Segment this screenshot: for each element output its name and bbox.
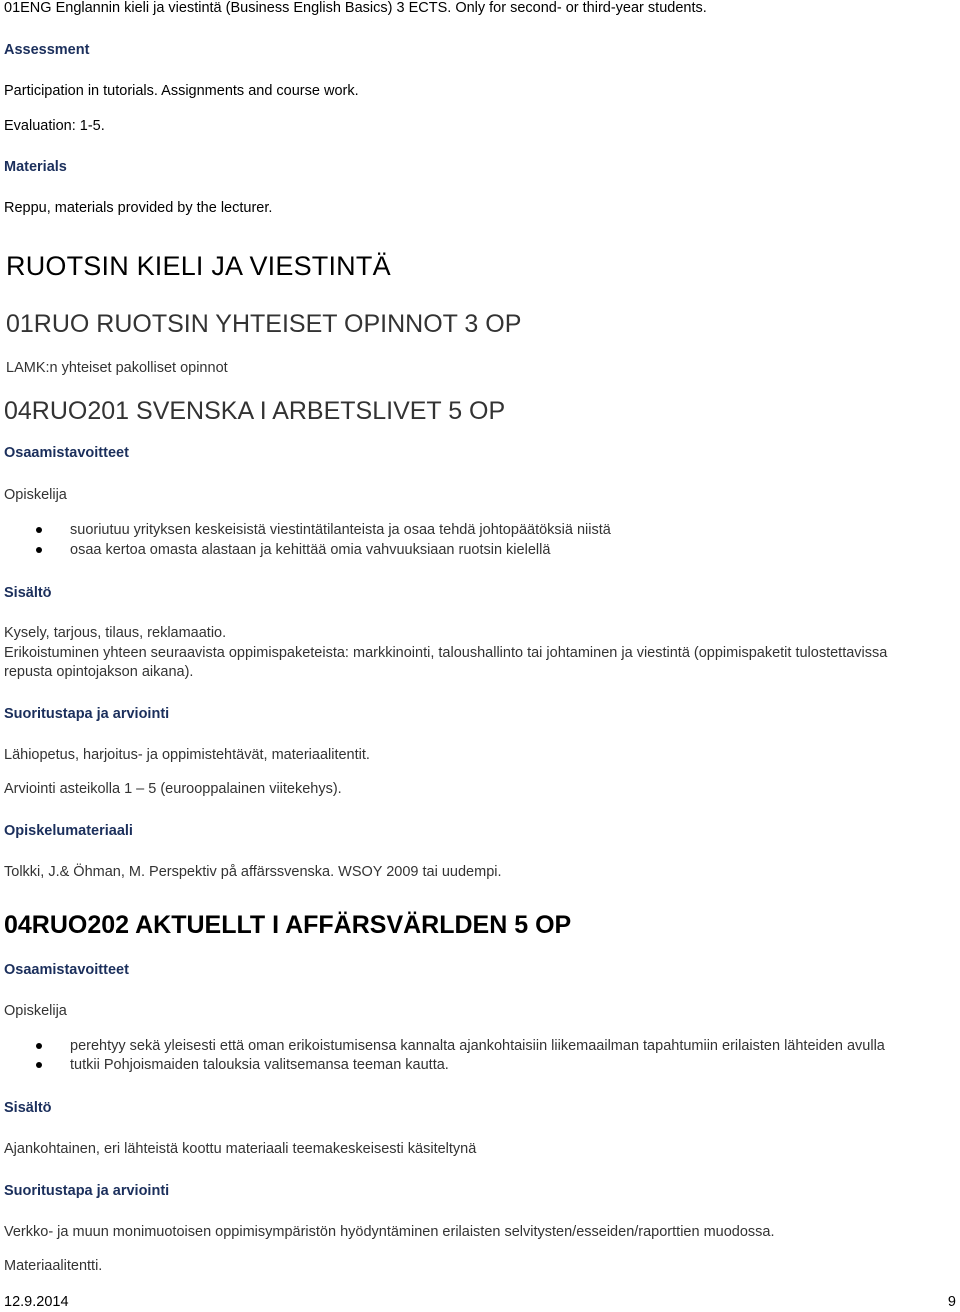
course1-content-line3: repusta opintojakson aikana). — [4, 664, 194, 680]
course2-method-heading: Suoritustapa ja arviointi — [4, 1183, 170, 1199]
course1-bullet-1: suoriutuu yrityksen keskeisistä viestintätilanteista ja osaa tehdä johtopäätöksiä niistä — [70, 522, 611, 538]
course1-materials-text: Tolkki, J.& Öhman, M. Perspektiv på affärssvenska. WSOY 2009 tai uudempi. — [4, 864, 502, 880]
course1-bullet-2: osaa kertoa omasta alastaan ja kehittää omia vahvuuksiaan ruotsin kielellä — [70, 542, 551, 558]
course2-method-text: Verkko- ja muun monimuotoisen oppimisympäristön hyödyntäminen erilaisten selvitysten/esseiden/raporttien muodossa. — [4, 1224, 775, 1240]
course2-title: 04RUO202 AKTUELLT I AFFÄRSVÄRLDEN 5 OP — [4, 911, 572, 939]
section-title: RUOTSIN KIELI JA VIESTINTÄ — [6, 251, 391, 281]
bullet-icon — [36, 547, 42, 553]
course1-content-heading: Sisältö — [4, 585, 52, 601]
course2-student-label: Opiskelija — [4, 1003, 67, 1019]
footer-date: 12.9.2014 — [4, 1294, 69, 1310]
section-subtitle: 01RUO RUOTSIN YHTEISET OPINNOT 3 OP — [6, 310, 522, 338]
assessment-text: Participation in tutorials. Assignments and course work. — [4, 83, 359, 99]
bullet-icon — [36, 1043, 42, 1049]
materials-heading: Materials — [4, 159, 67, 175]
course1-content-line2: Erikoistuminen yhteen seuraavista oppimispaketeista: markkinointi, taloushallinto tai johtaminen ja viestintä (oppimispaketit tulostettavissa — [4, 645, 888, 661]
course1-title: 04RUO201 SVENSKA I ARBETSLIVET 5 OP — [4, 397, 506, 425]
course1-assessment-text: Arviointi asteikolla 1 – 5 (eurooppalainen viitekehys). — [4, 781, 342, 797]
course2-goals-heading: Osaamistavoitteet — [4, 962, 129, 978]
course2-content-text: Ajankohtainen, eri lähteistä koottu materiaali teemakeskeisesti käsiteltynä — [4, 1141, 477, 1157]
course2-bullet-2: tutkii Pohjoismaiden talouksia valitsemansa teeman kautta. — [70, 1057, 449, 1073]
course1-content-line1: Kysely, tarjous, tilaus, reklamaatio. — [4, 625, 227, 641]
course1-method-heading: Suoritustapa ja arviointi — [4, 706, 170, 722]
bullet-icon — [36, 1062, 42, 1068]
bullet-icon — [36, 527, 42, 533]
course2-bullet-1: perehtyy sekä yleisesti että oman erikoistumisensa kannalta ajankohtaisiin liikemaailman tapahtumiin erilaisten lähteiden avulla — [70, 1038, 885, 1054]
course2-content-heading: Sisältö — [4, 1100, 52, 1116]
course1-goals-heading: Osaamistavoitteet — [4, 445, 129, 461]
course1-materials-heading: Opiskelumateriaali — [4, 823, 133, 839]
assessment-heading: Assessment — [4, 42, 90, 58]
course-line: 01ENG Englannin kieli ja viestintä (Business English Basics) 3 ECTS. Only for second- or third-year students. — [4, 0, 707, 16]
materials-text: Reppu, materials provided by the lecturer. — [4, 200, 273, 216]
course2-exam-text: Materiaalitentti. — [4, 1258, 103, 1274]
section-note: LAMK:n yhteiset pakolliset opinnot — [6, 360, 228, 376]
page-number: 9 — [947, 1294, 956, 1310]
course1-method-text: Lähiopetus, harjoitus- ja oppimistehtävät, materiaalitentit. — [4, 747, 370, 763]
course1-student-label: Opiskelija — [4, 487, 67, 503]
evaluation-text: Evaluation: 1-5. — [4, 118, 105, 134]
